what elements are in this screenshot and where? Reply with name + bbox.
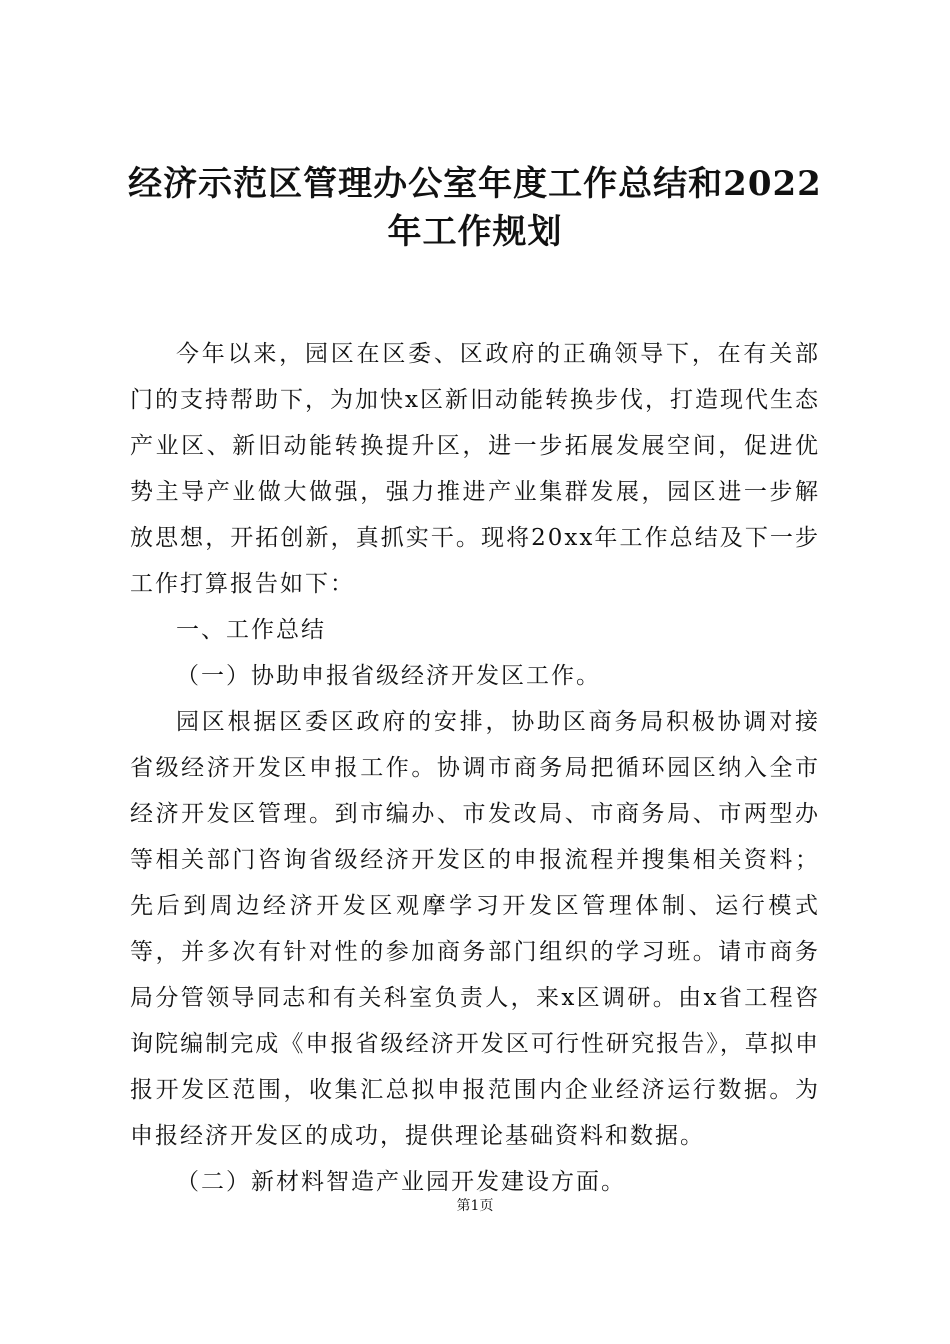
document-body: [130, 331, 820, 1205]
subsection-heading: （一）协助申报省级经济开发区工作。: [176, 663, 601, 689]
document-title: 经济示范区管理办公室年度工作总结和2022年工作规划: [128, 164, 822, 252]
subsection-heading: （二）新材料智造产业园开发建设方面。: [176, 1169, 626, 1195]
body-paragraph: 园区根据区委区政府的安排，协助区商务局积极协调对接省级经济开发区申报工作。协调市商务局把循环园区纳入全市经济开发区管理。到市编办、市发改局、市商务局、市两型办等相关部门咨询省级经济开发区的申报流程并搜集相关资料；先后到周边经济开发区观摩学习开发区管理体制、运行模式等，并多次有针对性的参加商务部门组织的学习班。请市商务局分管领导同志和有关科室负责人，来x区调研。由x省工程咨询院编制完成《申报省级经济开发区可行性研究报告》，草拟申报开发区范围，收集汇总拟申报范围内企业经济运行数据。为申报经济开发区的成功，提供理论基础资料和数据。: [130, 709, 820, 1149]
intro-paragraph: 今年以来，园区在区委、区政府的正确领导下，在有关部门的支持帮助下，为加快x区新旧动能转换步伐，打造现代生态产业区、新旧动能转换提升区，进一步拓展发展空间，促进优势主导产业做大做强，强力推进产业集群发展，园区进一步解放思想，开拓创新，真抓实干。现将20xx年工作总结及下一步工作打算报告如下：: [130, 341, 820, 597]
section-heading: 一、工作总结: [176, 617, 326, 643]
page-number: 第1页: [456, 1198, 494, 1214]
